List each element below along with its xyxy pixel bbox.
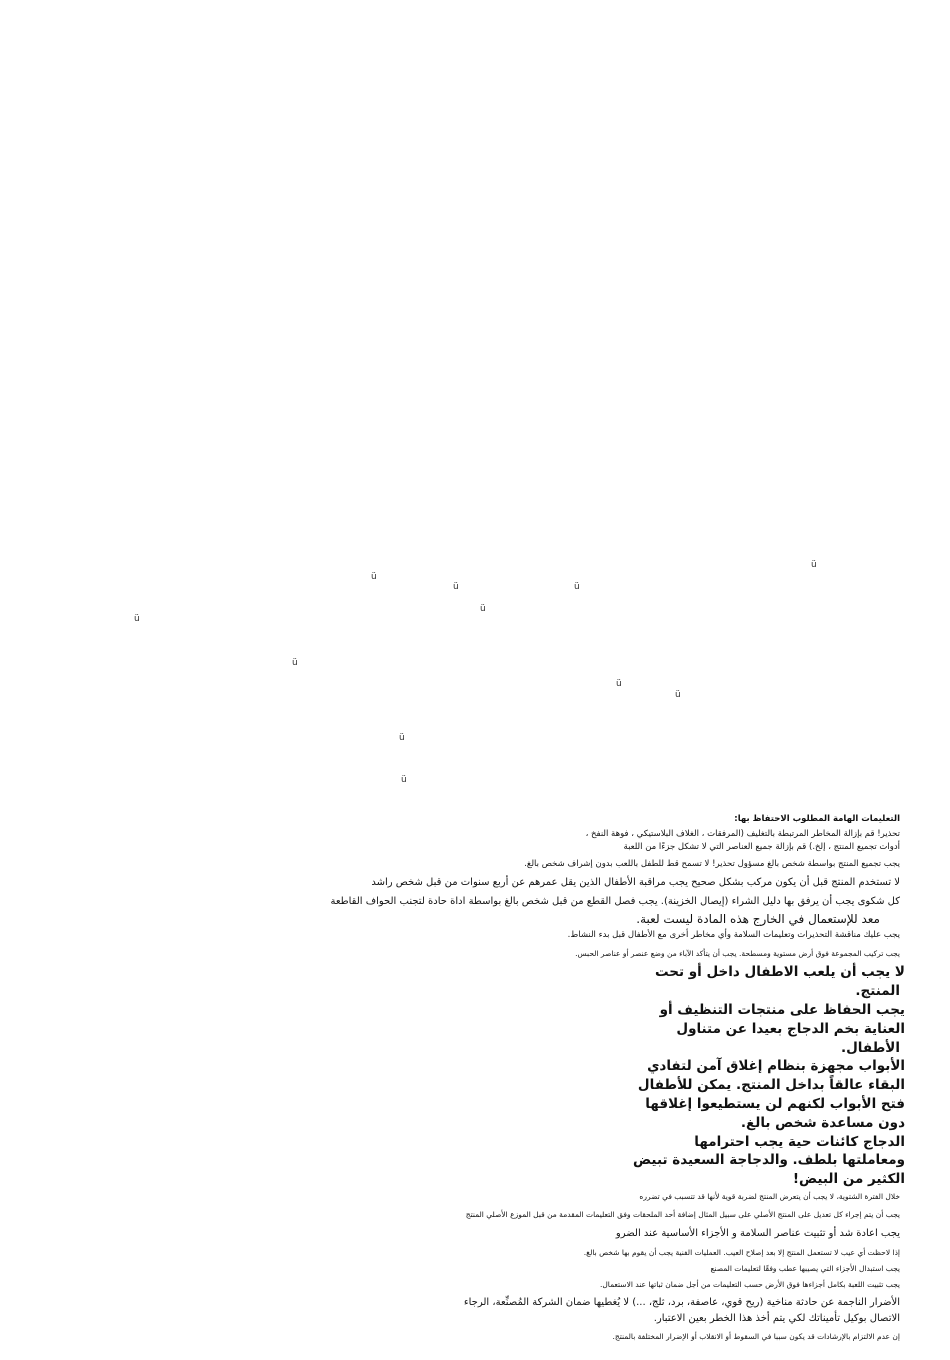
- stray-glyph: ü: [399, 733, 405, 743]
- text-line: لا تستخدم المنتج قبل أن يكون مركب بشكل صحيح يجب مراقبة الأطفال الذين يقل عمرهم عن أربع سنوات من قبل شخص راشد: [371, 877, 900, 888]
- stray-glyph: ü: [134, 614, 140, 624]
- text-line: الدجاج كائنات حية يجب احترامها: [694, 1134, 905, 1150]
- text-line: ومعاملتها بلطف. والدجاجة السعيدة تبيض: [633, 1152, 905, 1168]
- text-line: تحذير! قم بإزالة المخاطر المرتبطة بالتغليف (المرفقات ، الغلاف البلاستيكي ، فوهة النفخ ،: [585, 829, 900, 839]
- stray-glyph: ü: [480, 604, 486, 614]
- text-line: إذا لاحظت أي عيب لا تستعمل المنتج إلا بعد إصلاح العيب. العمليات الفنية يجب أن يقوم بها شخص بالغ.: [583, 1248, 900, 1257]
- text-line: معد للإستعمال في الخارج هذه المادة ليست لعبة.: [636, 912, 880, 926]
- stray-glyph: ü: [811, 560, 817, 570]
- text-line: يجب تثبيت اللعبة بكامل أجزاءها فوق الأرض حسب التعليمات من أجل ضمان ثباتها عند الاستعمال.: [599, 1280, 900, 1289]
- text-line: يجب عليك مناقشة التحذيرات وتعليمات السلامة وأي مخاطر أخرى مع الأطفال قبل بدء النشاط.: [567, 930, 900, 940]
- text-line: يجب تركيب المجموعة فوق أرض مستوية ومسطحة. يجب أن يتأكد الآباء من وضع عنصر أو عناصر الحبس.: [575, 949, 900, 958]
- text-line: العناية بخم الدجاج بعيدا عن متناول: [676, 1021, 905, 1037]
- stray-glyph: ü: [675, 690, 681, 700]
- text-line: يجب الحفاظ على منتجات التنظيف أو: [659, 1002, 905, 1018]
- text-line: دون مساعدة شخص بالغ.: [740, 1115, 905, 1131]
- stray-glyph: ü: [616, 679, 622, 689]
- instructions-heading: التعليمات الهامة المطلوب الاحتفاظ بها:: [734, 814, 900, 824]
- text-line: يجب اعادة شد أو تثبيت عناصر السلامة و الأجزاء الأساسية عند الضرو: [615, 1228, 900, 1239]
- text-line: خلال الفترة الشتوية، لا يجب أن يتعرض المنتج لضربة قوية لأنها قد تتسبب في تضرره: [639, 1192, 900, 1201]
- text-line: فتح الأبواب لكنهم لن يستطيعوا إغلاقها: [645, 1096, 905, 1112]
- text-line: الأبواب مجهزة بنظام إغلاق آمن لتفادي: [647, 1058, 905, 1074]
- stray-glyph: ü: [371, 572, 377, 582]
- text-line: المنتج.: [855, 983, 900, 999]
- text-line: يجب تجميع المنتج بواسطة شخص بالغ مسؤول تحذير! لا تسمح قط للطفل باللعب بدون إشراف شخص بالغ.: [524, 859, 900, 869]
- text-line: إن عدم الالتزام بالإرشادات قد يكون سببا في السقوط أو الانقلاب أو الإضرار المختلفة بالمنتج.: [612, 1332, 900, 1341]
- text-line: الأضرار الناجمة عن حادثة مناخية (ريح قوي، عاصفة، برد، ثلج، ...) لا يُغطيها ضمان الشركة المُصنِّعة، الرجاء: [463, 1297, 900, 1308]
- text-line: يجب استبدال الأجزاء التي يصيبها عطب وفقًا لتعليمات المصنع: [710, 1264, 900, 1273]
- stray-glyph: ü: [453, 582, 459, 592]
- text-line: كل شكوى يجب أن يرفق بها دليل الشراء (إيصال الخزينة). يجب فصل القطع من قبل شخص بالغ بواسطة اداة حادة لتجنب الحواف القاطعة: [330, 896, 900, 907]
- text-line: الأطفال.: [840, 1040, 900, 1056]
- stray-glyph: ü: [574, 582, 580, 592]
- text-line: لا يجب أن يلعب الاطفال داخل أو تحت: [654, 964, 905, 980]
- text-line: الكثير من البيض!: [792, 1171, 905, 1187]
- text-line: أدوات تجميع المنتج ، إلخ.) قم بإزالة جميع العناصر التي لا تشكل جزءًا من اللعبة: [623, 842, 900, 852]
- text-line: الاتصال بوكيل تأميناتك لكي يتم أخذ هذا الخطر بعين الاعتبار.: [653, 1313, 900, 1324]
- stray-glyph: ü: [401, 775, 407, 785]
- text-line: يجب أن يتم إجراء كل تعديل على المنتج الأصلي على سبيل المثال إضافة أحد الملحقات وفق التعليمات المقدمة من قبل الموزع الأصلي المنتج: [465, 1210, 900, 1219]
- stray-glyph: ü: [292, 658, 298, 668]
- text-line: البقاء عالقاً بداخل المنتج. يمكن للأطفال: [637, 1077, 905, 1093]
